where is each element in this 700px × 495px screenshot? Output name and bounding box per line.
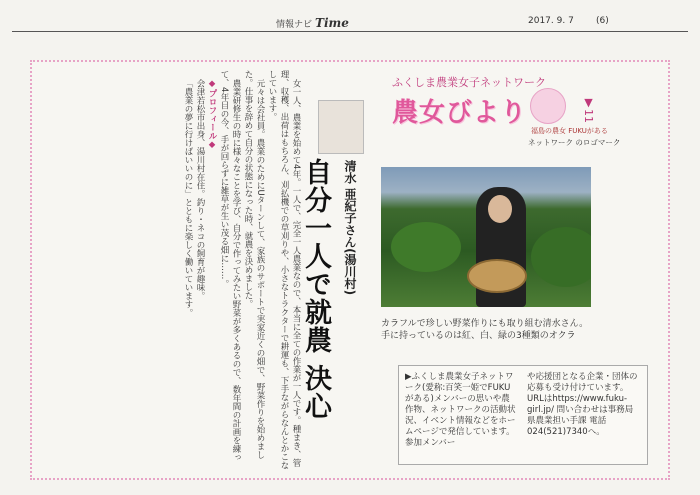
header-brand [276,16,349,30]
photo-foliage-right [531,227,591,287]
article-body-area [40,70,302,470]
info-box-right: や応援団となる企業・団体の応募も受け付けています。URLはhttps://www.fuku-girl.jp/ 問い合わせは事務局 県農業担い手課 電話024(521)7340へ。 [527,372,638,437]
header-rule [12,31,688,32]
header-brand-suffix: Time [315,16,349,30]
network-label: ふくしま農業女子ネットワーク [392,76,546,89]
article-paragraph-1: 女一人、農業を始めて4年。一人で、完全一人農業なので、本当に全ての作業が一人です。種まき、管理、収穫、出荷はもちろん、刈払機での草刈りや、小さなトラクターで耕運も、下手ながらなんとかこなしています。 [267,70,301,470]
portrait-photo [318,100,364,154]
photo-foliage-left [391,222,461,272]
header-date: 2017. 9. 7 [528,16,574,26]
network-logo-icon [530,88,566,124]
header-page-number: (6) [596,16,609,26]
info-box-left: ▶ふくしま農業女子ネットワーク(愛称:百笑一姫でFUKUがある)メンバーの思いや農作物、ネットワークの活動状況、イベント情報などをホームページで発信しています。参加メンバー [405,372,516,448]
article-closing: 「農業の夢に行けばいいのに」とともに楽しく働いています。 [183,78,193,317]
photo-caption: カラフルで珍しい野菜作りにも取り組む清水さん。手に持っているのは紅、白、緑の3種類のオクラ [381,319,589,341]
main-photo [381,167,591,307]
profile-subhead: ◆プロフィール◆ [207,78,217,150]
column-title: 農女びより [392,98,528,128]
person-name: 清水 亜紀子さん(湯川村) [343,160,357,296]
headline: 自分一人で就農 決心 [300,158,331,421]
article-paragraph-3: 農業研修生の時に様々なことを学び、自分で作ってみたい野菜が多くあるので、数年間の計画を練って、4年目の今、手が回らずに雑草が生い茂る畑に……。 [219,70,241,461]
info-box [398,365,648,465]
photo-okra-basket [467,259,527,293]
profile-text: 会津若松市出身、湯川村在住。釣り・ネコの飼育が趣味。 [195,78,205,300]
logo-caption: ネットワーク のロゴマーク [528,138,621,147]
header-brand-prefix: 情報ナビ [276,20,313,30]
series-number: ▼11 [582,96,595,123]
photo-face [488,195,512,223]
article-paragraph-2: 元々は会社員。農業のためにUターンして、家族のサポートで実家近くの畑で、野菜作りを始めました。仕事を辞めて自分の状態になった時、就農を決めました。 [243,70,265,459]
logo-text: 福島の農女 FUKUがある [531,127,608,135]
article-body [40,70,302,470]
